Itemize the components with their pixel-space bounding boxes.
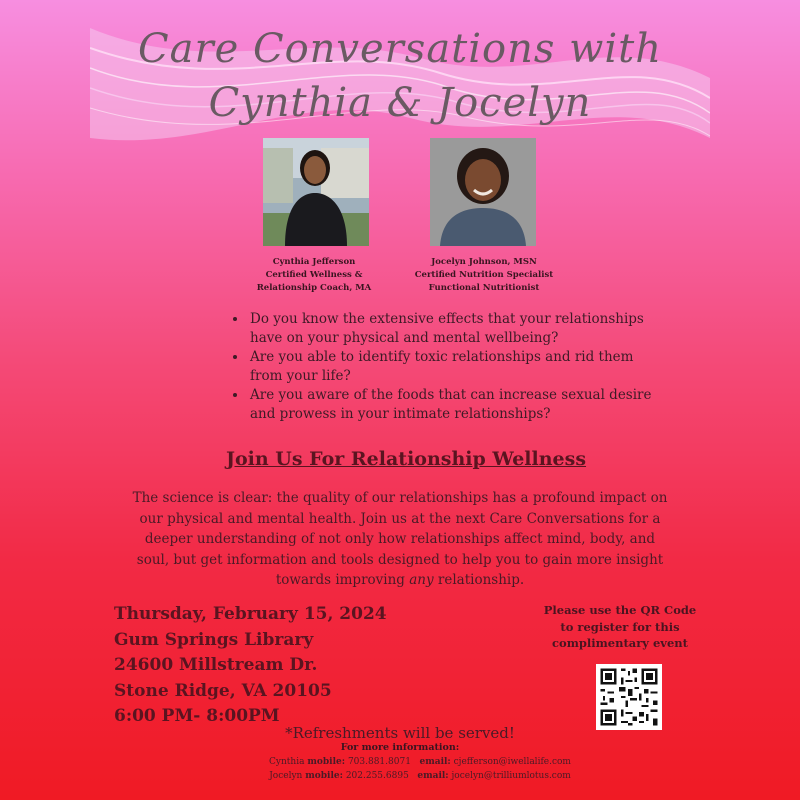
mobile-number[interactable]: 202.255.6895 <box>345 771 409 781</box>
mobile-number[interactable]: 703.881.8071 <box>347 757 411 767</box>
event-details <box>114 602 387 730</box>
host-credential: Functional Nutritionist <box>428 283 540 293</box>
host-credential: Relationship Coach, MA <box>256 283 372 293</box>
event-venue: Gum Springs Library <box>114 629 314 650</box>
event-date: Thursday, February 15, 2024 <box>114 604 387 624</box>
qr-text-line: complimentary event <box>552 636 688 650</box>
more-info-label: For more information: <box>340 742 460 753</box>
host-photo-jocelyn <box>430 138 536 246</box>
science-tail: relationship. <box>433 572 525 588</box>
host-name: Cynthia Jefferson <box>272 257 356 267</box>
email-label: email: <box>419 757 451 767</box>
event-time: 6:00 PM- 8:00PM <box>114 706 280 726</box>
qr-text-line: to register for this <box>560 619 680 634</box>
contact-name: Jocelyn <box>269 771 303 781</box>
question-item: • Do you know the extensive effects that your relationships have on your physical and mental wellbeing? <box>248 310 668 348</box>
email-address[interactable]: cjefferson@iwellalife.com <box>453 757 571 767</box>
science-text: The science is clear: the quality of our relationships has a profound impact on our physical and mental health. Join us at the next Care Conversations for a deeper understanding of not only how relationships affect mind, body, and soul, but get information and tools designed to help you to gain more insight towards improving <box>132 490 668 588</box>
person-photo-icon <box>263 138 369 246</box>
title-line-1: Care Conversations with <box>138 26 662 72</box>
contact-cynthia <box>0 757 800 767</box>
question-list <box>230 310 668 424</box>
email-label: email: <box>417 771 449 781</box>
science-paragraph <box>130 488 670 591</box>
host-credential: Certified Wellness & <box>265 270 363 280</box>
qr-instructions <box>540 602 700 652</box>
science-emphasis: any <box>409 572 434 588</box>
qr-code-icon[interactable] <box>596 664 662 730</box>
contact-jocelyn <box>0 771 800 781</box>
email-address[interactable]: jocelyn@trilliumlotus.com <box>451 771 571 781</box>
person-photo-icon <box>430 138 536 246</box>
refreshments-note: *Refreshments will be served! <box>285 724 515 742</box>
event-city: Stone Ridge, VA 20105 <box>114 680 332 701</box>
host-name: Jocelyn Johnson, MSN <box>431 257 537 267</box>
question-item: • Are you aware of the foods that can increase sexual desire and prowess in your intimate relationships? <box>248 386 668 424</box>
host-photo-cynthia <box>263 138 369 246</box>
event-street: 24600 Millstream Dr. <box>114 655 318 675</box>
mobile-label: mobile: <box>307 757 346 767</box>
question-item: • Are you able to identify toxic relationships and rid them from your life? <box>248 348 668 386</box>
title-line-2: Cynthia & Jocelyn <box>208 80 592 126</box>
qr-text-line: Please use the QR Code <box>543 603 697 617</box>
mobile-label: mobile: <box>305 771 343 781</box>
contact-name: Cynthia <box>269 757 305 767</box>
join-heading: Join Us For Relationship Wellness <box>225 448 587 470</box>
host-credential: Certified Nutrition Specialist <box>414 270 554 280</box>
host-caption-jocelyn <box>384 256 584 295</box>
